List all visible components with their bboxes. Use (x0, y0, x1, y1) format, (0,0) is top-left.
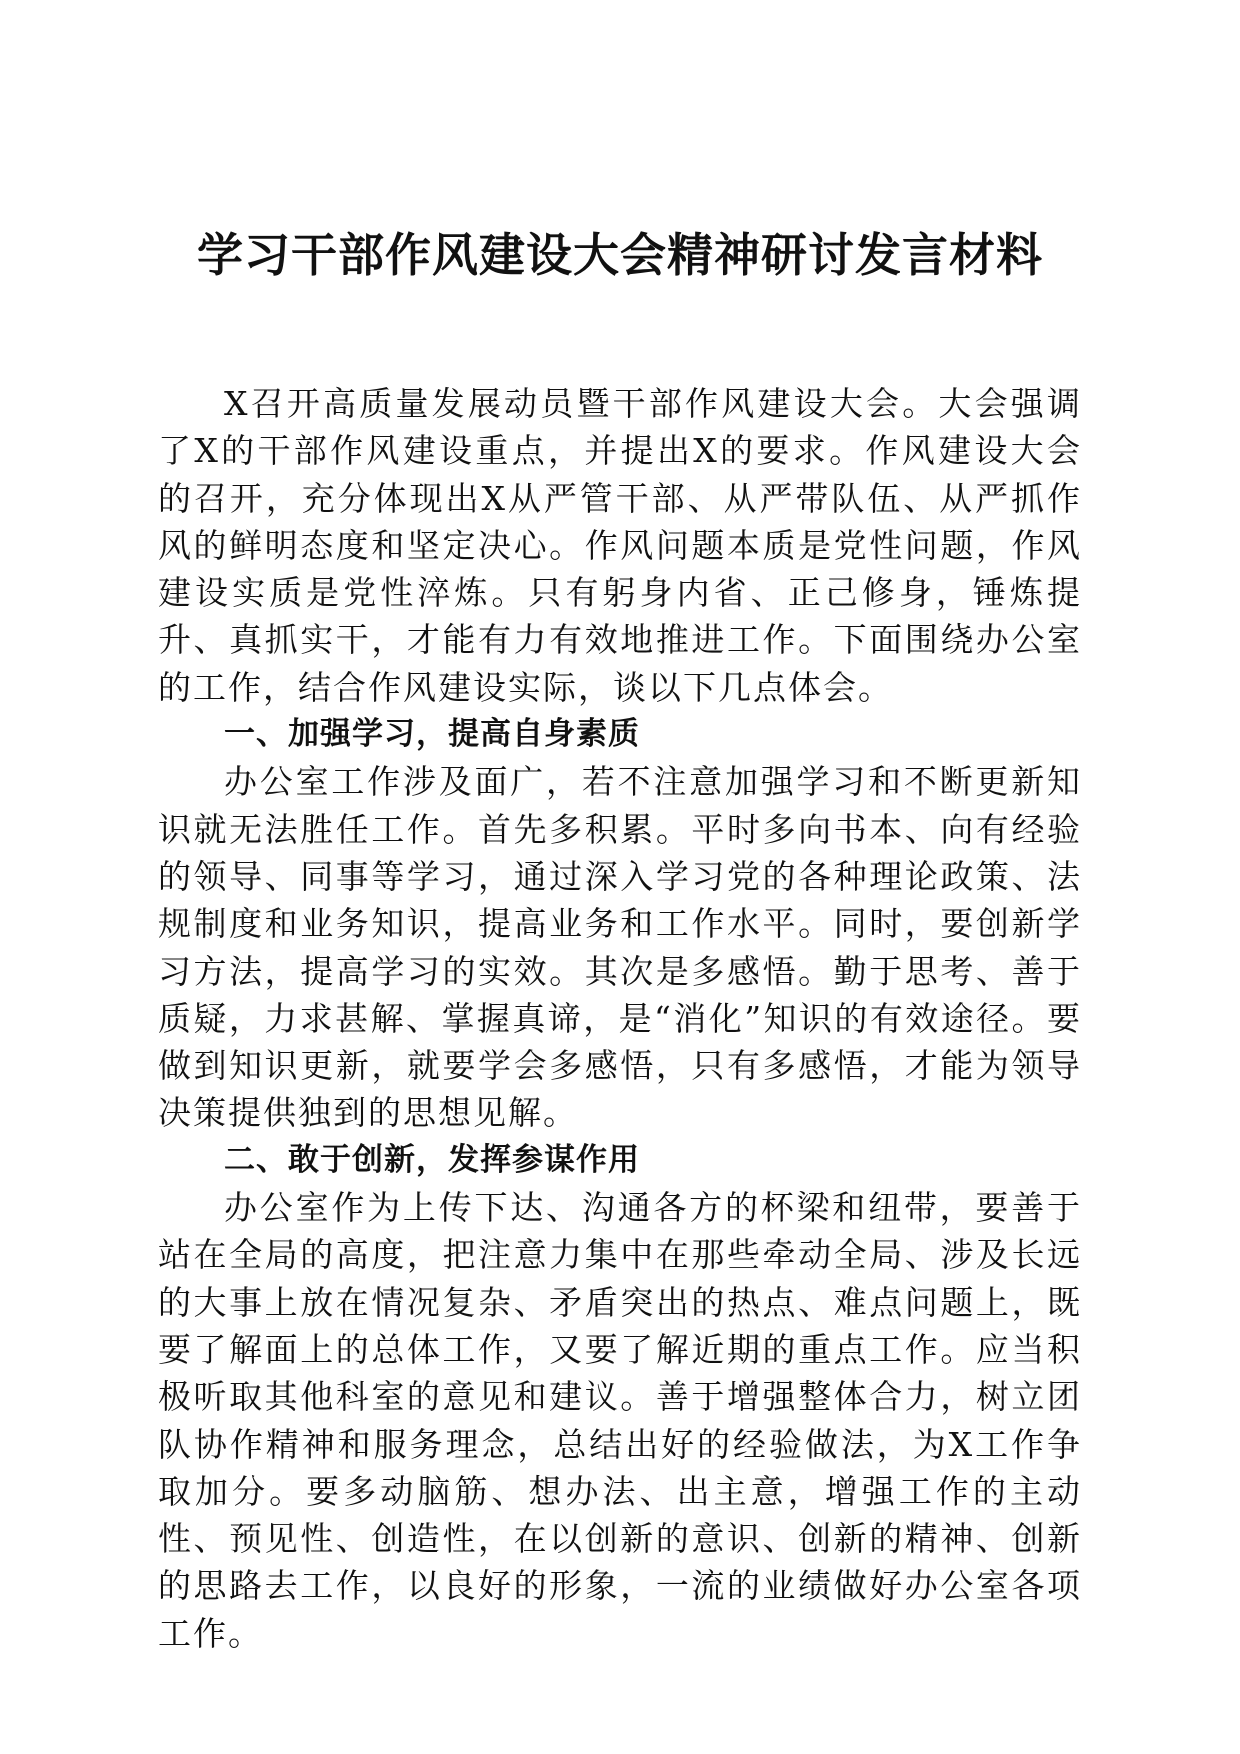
section-heading-2: 二、敢于创新，发挥参谋作用 (224, 1141, 640, 1178)
document-title: 学习干部作风建设大会精神研讨发言材料 (197, 228, 1043, 282)
section-1-paragraph: 办公室工作涉及面广，若不注意加强学习和不断更新知识就无法胜任工作。首先多积累。平时多向书本、向有经验的领导、同事等学习，通过深入学习党的各种理论政策、法规制度和业务知识，提高业务和工作水平。同时，要创新学习方法，提高学习的实效。其次是多感悟。勤于思考、善于质疑，力求甚解、掌握真谛，是“消化”知识的有效途径。要做到知识更新，就要学会多感悟，只有多感悟，才能为领导决策提供独到的思想见解。 (158, 762, 1082, 1133)
intro-paragraph: X召开高质量发展动员暨干部作风建设大会。大会强调了X的干部作风建设重点，并提出X的要求。作风建设大会的召开，充分体现出X从严管干部、从严带队伍、从严抓作风的鲜明态度和坚定决心。作风问题本质是党性问题，作风建设实质是党性淬炼。只有躬身内省、正己修身，锤炼提升、真抓实干，才能有力有效地推进工作。下面围绕办公室的工作，结合作风建设实际，谈以下几点体会。 (158, 384, 1082, 707)
document-body (158, 380, 1082, 1657)
section-2-paragraph: 办公室作为上传下达、沟通各方的杯梁和纽带，要善于站在全局的高度，把注意力集中在那些牵动全局、涉及长远的大事上放在情况复杂、矛盾突出的热点、难点问题上，既要了解面上的总体工作，又要了解近期的重点工作。应当积极听取其他科室的意见和建议。善于增强整体合力，树立团队协作精神和服务理念，总结出好的经验做法，为X工作争取加分。要多动脑筋、想办法、出主意，增强工作的主动性、预见性、创造性，在以创新的意识、创新的精神、创新的思路去工作，以良好的形象，一流的业绩做好办公室各项工作。 (158, 1188, 1082, 1653)
section-heading-1: 一、加强学习，提高自身素质 (224, 716, 640, 753)
